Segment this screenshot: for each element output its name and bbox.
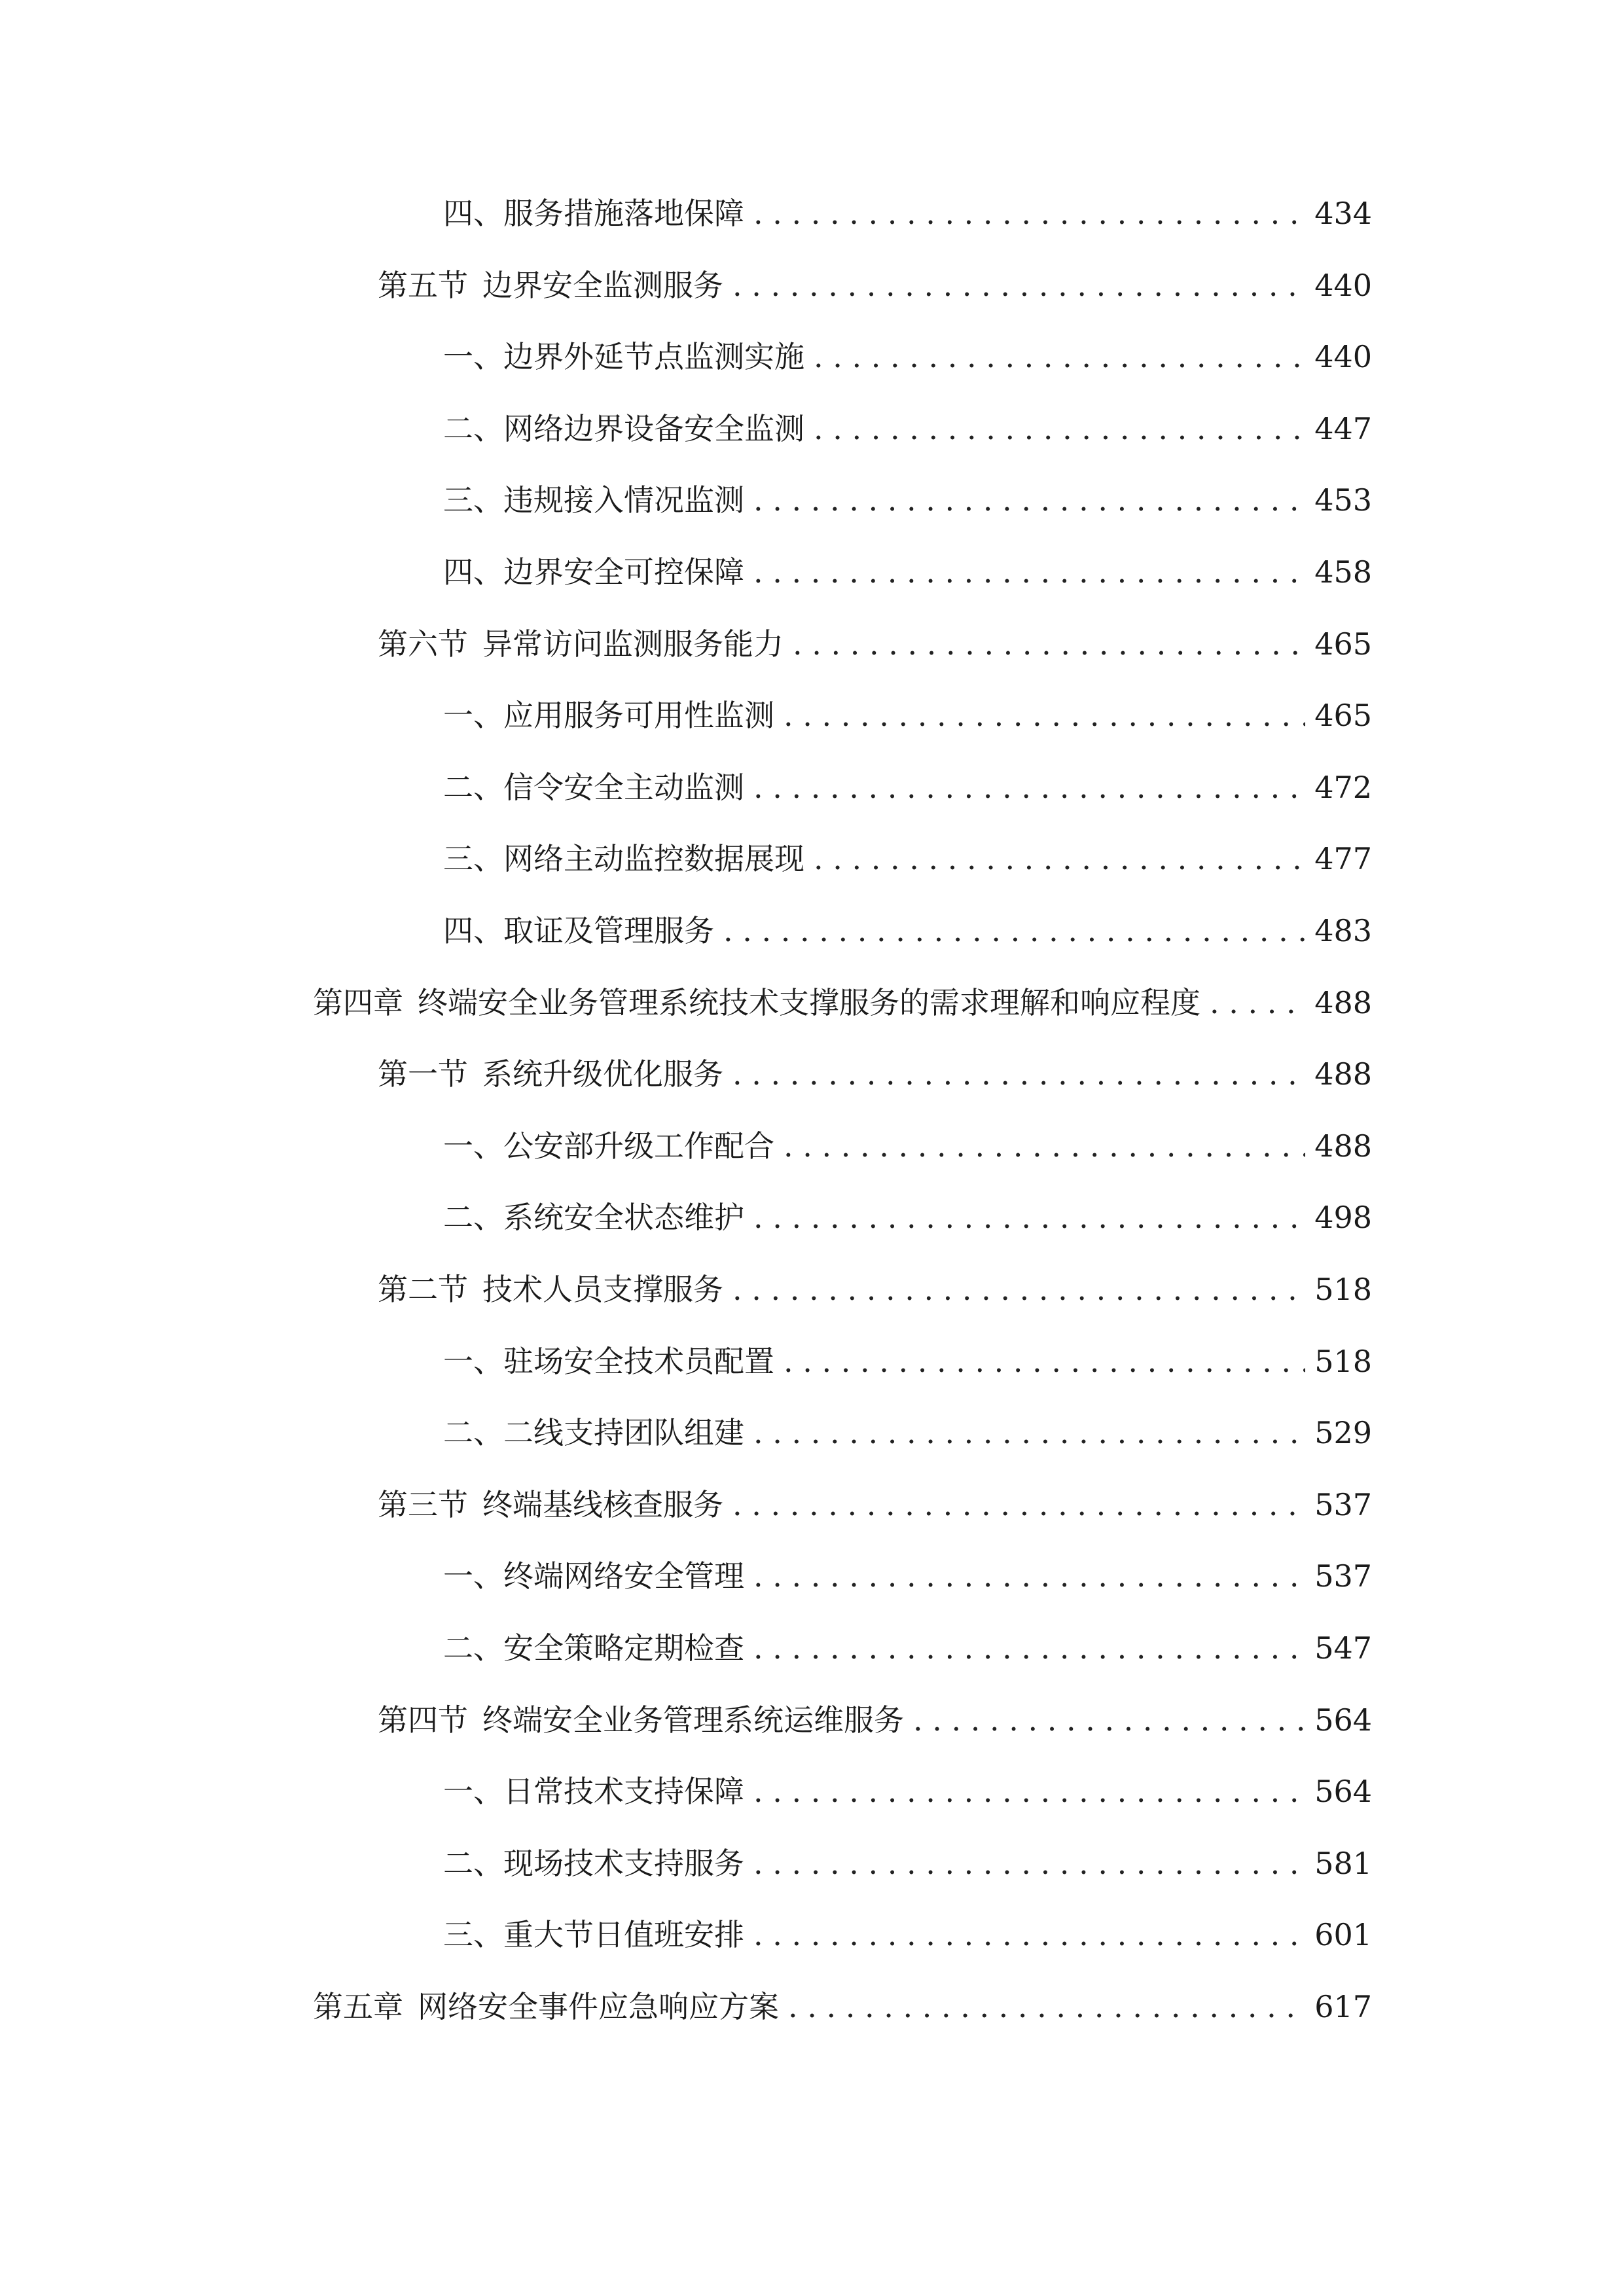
toc-entry-number: 一、	[443, 1344, 503, 1379]
dot-leader	[753, 1545, 1305, 1607]
toc-entry-page-number: 453	[1314, 482, 1372, 518]
dot-leader	[784, 684, 1305, 747]
toc-entry-page-number: 498	[1314, 1200, 1372, 1235]
toc-entry-page-number: 518	[1314, 1344, 1372, 1379]
toc-entry[interactable]	[443, 1545, 1372, 1607]
dot-leader	[753, 1903, 1305, 1966]
dot-leader	[732, 1258, 1305, 1321]
toc-entry[interactable]	[313, 1975, 1372, 2038]
toc-entry-page-number: 465	[1314, 698, 1372, 733]
dot-leader	[753, 1617, 1305, 1679]
toc-entry-title: 公安部升级工作配合	[503, 1128, 774, 1164]
toc-entry-page-number: 537	[1314, 1558, 1372, 1594]
toc-entry[interactable]	[443, 1760, 1372, 1823]
dot-leader	[1210, 971, 1305, 1034]
toc-entry-number: 四、	[443, 913, 503, 948]
toc-entry[interactable]	[443, 325, 1372, 388]
toc-entry-page-number: 617	[1314, 1989, 1372, 2024]
toc-entry-title: 违规接入情况监测	[503, 482, 744, 518]
toc-entry-title: 边界外延节点监测实施	[503, 339, 804, 374]
toc-entry-number: 三、	[443, 482, 503, 518]
dot-leader	[753, 1186, 1305, 1249]
toc-entry[interactable]	[443, 1186, 1372, 1249]
toc-entry-page-number: 447	[1314, 411, 1372, 446]
toc-entry-number: 四、	[443, 196, 503, 231]
toc-entry[interactable]	[443, 1401, 1372, 1464]
dot-leader	[753, 1832, 1305, 1895]
dot-leader	[753, 756, 1305, 819]
toc-entry-page-number: 537	[1314, 1487, 1372, 1522]
toc-entry-number: 二、	[443, 1200, 503, 1235]
toc-entry-title: 终端基线核查服务	[482, 1487, 723, 1522]
toc-entry-title: 安全策略定期检查	[503, 1630, 744, 1666]
dot-leader	[784, 1330, 1305, 1393]
toc-entry-page-number: 458	[1314, 554, 1372, 590]
toc-entry-number: 二、	[443, 1846, 503, 1881]
dot-leader	[814, 827, 1305, 890]
toc-entry-title: 系统安全状态维护	[503, 1200, 744, 1235]
toc-entry-page-number: 440	[1314, 268, 1372, 303]
toc-entry-title: 边界安全可控保障	[503, 554, 744, 590]
toc-entry[interactable]	[378, 1473, 1372, 1536]
toc-entry-title: 日常技术支持保障	[503, 1774, 744, 1809]
toc-entry-page-number: 488	[1314, 1128, 1372, 1164]
toc-entry-page-number: 601	[1314, 1917, 1372, 1952]
toc-entry[interactable]	[443, 1115, 1372, 1177]
dot-leader	[784, 1115, 1305, 1177]
toc-entry-title: 网络主动监控数据展现	[503, 841, 804, 876]
toc-entry-number: 一、	[443, 1774, 503, 1809]
toc-entry-page-number: 440	[1314, 339, 1372, 374]
toc-entry-title: 网络边界设备安全监测	[503, 411, 804, 446]
toc-entry-title: 边界安全监测服务	[482, 268, 723, 303]
toc-entry[interactable]	[378, 613, 1372, 675]
toc-entry-page-number: 465	[1314, 626, 1372, 662]
toc-entry-title: 驻场安全技术员配置	[503, 1344, 774, 1379]
toc-entry-title: 系统升级优化服务	[482, 1056, 723, 1092]
dot-leader	[814, 325, 1305, 388]
toc-entry-number: 一、	[443, 1128, 503, 1164]
toc-entry-page-number: 477	[1314, 841, 1372, 876]
toc-entry[interactable]	[378, 1043, 1372, 1105]
toc-entry-page-number: 518	[1314, 1272, 1372, 1307]
toc-entry-number: 三、	[443, 1917, 503, 1952]
toc-entry-page-number: 529	[1314, 1415, 1372, 1450]
toc-entry-title: 信令安全主动监测	[503, 770, 744, 805]
dot-leader	[753, 182, 1305, 245]
dot-leader	[732, 254, 1305, 317]
toc-entry[interactable]	[443, 182, 1372, 245]
toc-entry[interactable]	[378, 1689, 1372, 1751]
toc-entry[interactable]	[443, 684, 1372, 747]
toc-entry[interactable]	[443, 469, 1372, 531]
toc-entry[interactable]	[443, 1330, 1372, 1393]
toc-entry-number: 第四章	[313, 985, 403, 1020]
toc-entry-number: 第二节	[378, 1272, 468, 1307]
toc-entry-title: 服务措施落地保障	[503, 196, 744, 231]
toc-entry[interactable]	[443, 1903, 1372, 1966]
toc-entry-number: 第六节	[378, 626, 468, 662]
toc-entry-number: 一、	[443, 1558, 503, 1594]
toc-entry[interactable]	[313, 971, 1372, 1034]
dot-leader	[753, 469, 1305, 531]
toc-entry-page-number: 488	[1314, 1056, 1372, 1092]
toc-entry-number: 四、	[443, 554, 503, 590]
toc-entry-title: 现场技术支持服务	[503, 1846, 744, 1881]
toc-entry[interactable]	[443, 827, 1372, 890]
dot-leader	[814, 397, 1305, 460]
toc-entry-number: 第五节	[378, 268, 468, 303]
dot-leader	[732, 1473, 1305, 1536]
toc-entry[interactable]	[443, 1617, 1372, 1679]
toc-entry-title: 取证及管理服务	[503, 913, 714, 948]
toc-entry-page-number: 564	[1314, 1702, 1372, 1738]
toc-entry-title: 重大节日值班安排	[503, 1917, 744, 1952]
toc-entry[interactable]	[378, 254, 1372, 317]
toc-entry-number: 二、	[443, 1415, 503, 1450]
toc-entry-number: 一、	[443, 698, 503, 733]
toc-entry-title: 终端网络安全管理	[503, 1558, 744, 1594]
toc-entry-number: 第一节	[378, 1056, 468, 1092]
toc-entry-page-number: 581	[1314, 1846, 1372, 1881]
toc-entry-title: 终端安全业务管理系统运维服务	[482, 1702, 904, 1738]
toc-entry-page-number: 483	[1314, 913, 1372, 948]
toc-entry[interactable]	[443, 397, 1372, 460]
toc-entry-page-number: 547	[1314, 1630, 1372, 1666]
dot-leader	[753, 541, 1305, 603]
toc-entry-title: 终端安全业务管理系统技术支撑服务的需求理解和响应程度	[418, 985, 1200, 1020]
toc-entry-number: 第五章	[313, 1989, 403, 2024]
toc-entry-page-number: 472	[1314, 770, 1372, 805]
toc-entry-title: 二线支持团队组建	[503, 1415, 744, 1450]
dot-leader	[753, 1401, 1305, 1464]
toc-entry[interactable]	[443, 1832, 1372, 1895]
toc-entry-page-number: 434	[1314, 196, 1372, 231]
dot-leader	[788, 1975, 1305, 2038]
toc-entry-title: 应用服务可用性监测	[503, 698, 774, 733]
dot-leader	[723, 899, 1305, 962]
toc-entry-number: 三、	[443, 841, 503, 876]
dot-leader	[753, 1760, 1305, 1823]
toc-entry-number: 第四节	[378, 1702, 468, 1738]
toc-entry-number: 一、	[443, 339, 503, 374]
toc-entry-number: 二、	[443, 411, 503, 446]
toc-entry-page-number: 564	[1314, 1774, 1372, 1809]
toc-entry-title: 网络安全事件应急响应方案	[418, 1989, 779, 2024]
toc-entry[interactable]	[378, 1258, 1372, 1321]
dot-leader	[732, 1043, 1305, 1105]
toc-entry-number: 二、	[443, 1630, 503, 1666]
toc-entry-title: 异常访问监测服务能力	[482, 626, 784, 662]
toc-entry[interactable]	[443, 899, 1372, 962]
toc-entry[interactable]	[443, 541, 1372, 603]
toc-entry[interactable]	[443, 756, 1372, 819]
toc-entry-page-number: 488	[1314, 985, 1372, 1020]
toc-entry-number: 第三节	[378, 1487, 468, 1522]
dot-leader	[913, 1689, 1305, 1751]
dot-leader	[793, 613, 1305, 675]
toc-entry-number: 二、	[443, 770, 503, 805]
toc-entry-title: 技术人员支撑服务	[482, 1272, 723, 1307]
